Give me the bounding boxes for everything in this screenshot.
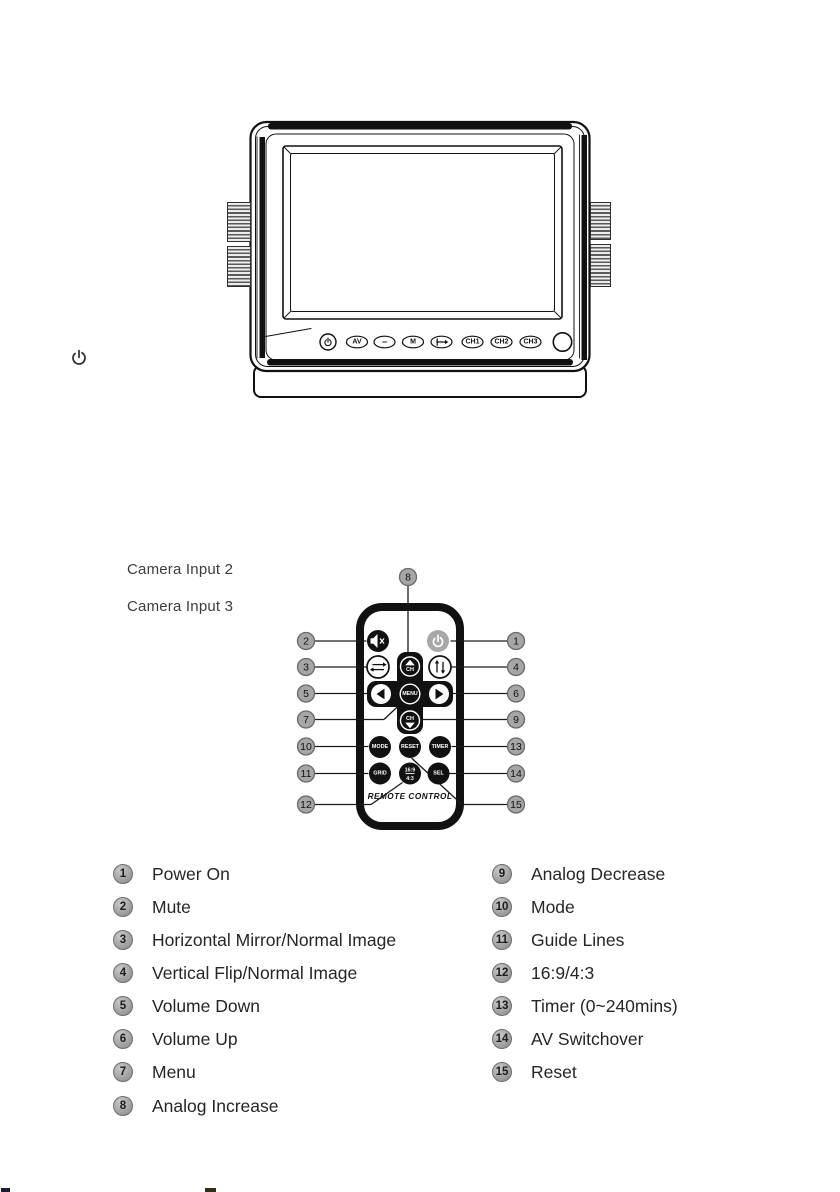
minus-icon: − [381,337,388,347]
monitor-arrow-button [431,336,452,348]
monitor-ch3-button [520,336,541,348]
remote-menu-button [400,684,420,704]
remote-mode-button [369,736,391,758]
svg-text:4: 4 [513,661,519,674]
remote-menu-label: MENU [402,691,418,697]
monitor-av-button [347,336,368,348]
monitor-top-band [268,123,572,130]
monitor-menu-button [403,336,424,348]
remote-ratio-bottom-label: 4:3 [406,776,414,782]
monitor-av-label: AV [352,338,362,346]
legend-item [492,896,575,918]
svg-text:3: 3 [303,661,309,674]
legend-number-badge: 13 [492,996,512,1016]
remote-sel-button [428,763,450,785]
legend-number-badge: 7 [113,1062,133,1082]
svg-text:15: 15 [510,798,522,811]
remote-ch-down-button [401,711,420,730]
callout-1 [508,633,525,650]
remote-ch-up-label: CH [406,666,414,673]
legend-label: Volume Down [152,995,260,1016]
legend-label: 16:9/4:3 [531,962,595,983]
svg-text:9: 9 [513,713,519,726]
legend-item [492,929,624,951]
cropped-text-artifact [205,1188,216,1192]
monitor-ch1-label: CH1 [465,338,480,346]
remote-reset-button [399,736,421,758]
monitor-ch3-label: CH3 [523,338,538,346]
legend-label: Horizontal Mirror/Normal Image [152,929,397,950]
svg-text:7: 7 [303,713,309,726]
remote-timer-label: TIMER [431,744,449,750]
legend-item [492,962,594,984]
legend-label: Analog Decrease [531,863,666,884]
remote-mute-button [367,630,389,652]
legend-label: Vertical Flip/Normal Image [152,962,358,983]
callout-11 [298,765,315,782]
legend-label: Reset [531,1061,577,1082]
remote-left-button [371,684,391,704]
svg-text:6: 6 [513,687,519,700]
callout-8 [400,569,417,586]
legend-label: Volume Up [152,1028,238,1049]
svg-text:5: 5 [303,687,309,700]
legend-number-badge: 11 [492,930,512,950]
power-icon [71,350,87,366]
svg-text:13: 13 [510,740,522,753]
remote-power-button [427,630,449,652]
legend-item [113,929,396,951]
cropped-text-artifact [1,1188,10,1192]
callout-2 [298,633,315,650]
legend-item [113,896,191,918]
camera-input-2-label: Camera Input 2 [127,561,234,578]
legend-label: Timer (0~240mins) [531,995,678,1016]
camera-input-3-label: Camera Input 3 [127,598,234,615]
legend-label: Guide Lines [531,929,625,950]
callout-9 [508,711,525,728]
legend-number-badge: 3 [113,930,133,950]
callout-13 [508,738,525,755]
remote-ch-up-button [401,657,420,676]
remote-grid-label: GRID [373,770,387,777]
legend-item [113,1061,196,1083]
svg-text:12: 12 [300,798,312,811]
monitor-power-button [320,334,336,350]
remote-mirror-button [367,656,389,678]
monitor-left-rail [260,137,266,358]
monitor-right-rail [582,135,588,360]
remote-reset-label: RESET [401,744,419,750]
remote-flip-button [429,656,451,678]
side-knob [227,202,251,242]
monitor-ch2-button [491,336,512,348]
side-knob [590,202,611,240]
legend-item [492,995,678,1017]
remote-diagram [315,586,508,827]
legend-number-badge: 14 [492,1029,512,1049]
monitor-diagram [251,122,590,397]
callout-3 [298,659,315,676]
svg-text:10: 10 [300,740,312,753]
legend-label: AV Switchover [531,1028,644,1049]
legend-number-badge: 1 [113,864,133,884]
remote-grid-button [369,763,391,785]
callout-6 [508,685,525,702]
side-knob [227,246,251,287]
legend-item [113,1028,238,1050]
remote-mode-label: MODE [371,744,389,750]
callout-7 [298,711,315,728]
monitor-minus-button [374,336,395,348]
legend-label: Menu [152,1061,196,1082]
legend-item [492,1061,577,1083]
legend-label: Analog Increase [152,1095,279,1116]
ir-sensor-window [553,333,571,351]
svg-text:14: 14 [510,767,522,780]
legend-number-badge: 5 [113,996,133,1016]
callout-5 [298,685,315,702]
legend-label: Mode [531,896,575,917]
callout-15 [508,796,525,813]
legend-item [113,1095,278,1117]
legend-number-badge: 8 [113,1096,133,1116]
legend-number-badge: 6 [113,1029,133,1049]
monitor-screen-frame [283,146,562,319]
side-knob [590,244,611,287]
callout-14 [508,765,525,782]
legend-item [113,863,230,885]
legend-item [113,995,260,1017]
legend-item [492,1028,644,1050]
legend-number-badge: 10 [492,897,512,917]
remote-ratio-top-label: 16:9 [404,767,416,774]
monitor-bottom-band [267,359,573,366]
callout-10 [298,738,315,755]
monitor-menu-label: M [410,338,416,346]
svg-text:8: 8 [405,571,411,584]
callout-4 [508,659,525,676]
svg-text:2: 2 [303,635,309,648]
monitor-ch2-label: CH2 [494,338,509,346]
legend-label: Power On [152,863,230,884]
callout-12 [298,796,315,813]
legend-item [113,962,357,984]
legend-number-badge: 12 [492,963,512,983]
remote-ratio-button [399,763,421,785]
remote-brand-text: REMOTE CONTROL [367,792,453,801]
legend-number-badge: 4 [113,963,133,983]
legend-number-badge: 2 [113,897,133,917]
svg-text:1: 1 [513,635,519,648]
svg-text:11: 11 [300,767,312,780]
legend-number-badge: 9 [492,864,512,884]
monitor-ch1-button [462,336,483,348]
remote-right-button [429,684,449,704]
remote-timer-button [429,736,451,758]
remote-sel-label: SEL [433,770,444,777]
remote-ch-down-label: CH [406,716,414,722]
legend-number-badge: 15 [492,1062,512,1082]
legend-label: Mute [152,896,191,917]
legend-item [492,863,665,885]
